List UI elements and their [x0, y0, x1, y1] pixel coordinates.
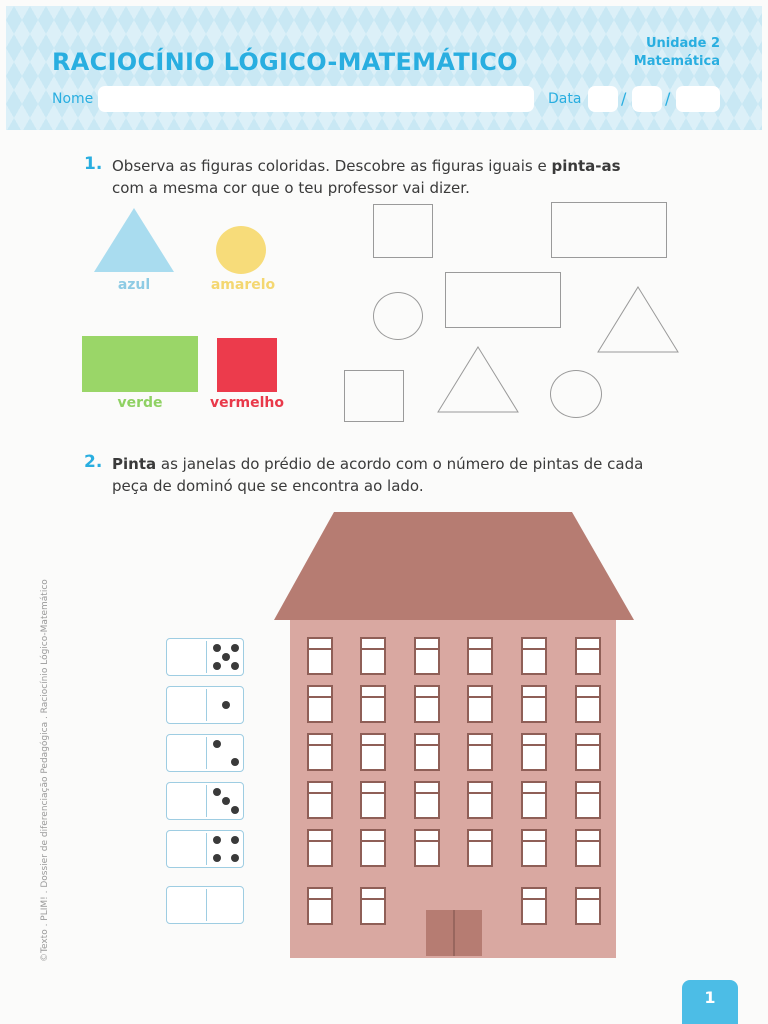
domino-pip [213, 662, 221, 670]
outline-triangle[interactable] [596, 286, 680, 354]
domino-pip [231, 644, 239, 652]
domino-pip [222, 701, 230, 709]
building-window[interactable] [361, 782, 385, 818]
building-window[interactable] [576, 830, 600, 866]
domino-divider [206, 641, 207, 673]
building-window[interactable] [361, 686, 385, 722]
date-month-field[interactable] [632, 86, 662, 112]
domino-piece [166, 638, 244, 676]
building-window[interactable] [522, 830, 546, 866]
domino-piece [166, 782, 244, 820]
domino-pip [231, 836, 239, 844]
building-window[interactable] [415, 830, 439, 866]
domino-divider [206, 785, 207, 817]
building-roof [274, 512, 634, 620]
building-window[interactable] [415, 686, 439, 722]
question-1-text-part: com a mesma cor que o teu professor vai dizer. [112, 179, 470, 197]
building-window[interactable] [361, 888, 385, 924]
name-label: Nome [52, 91, 94, 107]
building-window[interactable] [576, 734, 600, 770]
copyright-credit: ©Texto . PLIM! . Dossier de diferenciação Pedagógica . Raciocínio Lógico-Matemático [40, 579, 50, 962]
outline-triangle[interactable] [436, 346, 520, 414]
unit-label: Unidade 2 [645, 36, 720, 51]
domino-pip [231, 806, 239, 814]
domino-divider [206, 833, 207, 865]
building-window[interactable] [468, 830, 492, 866]
building-window[interactable] [415, 638, 439, 674]
building-window[interactable] [308, 782, 332, 818]
domino-piece [166, 686, 244, 724]
outline-square[interactable] [344, 370, 404, 422]
page-title: RACIOCÍNIO LÓGICO-MATEMÁTICO [52, 48, 518, 76]
label-azul: azul [117, 277, 151, 293]
domino-divider [206, 889, 207, 921]
domino-piece [166, 830, 244, 868]
building [272, 512, 636, 960]
domino-pip [231, 854, 239, 862]
building-window[interactable] [522, 686, 546, 722]
outline-rectangle[interactable] [445, 272, 561, 328]
building-facade [290, 620, 616, 958]
label-amarelo: amarelo [210, 277, 276, 293]
building-window[interactable] [522, 734, 546, 770]
blue-triangle [92, 206, 176, 274]
question-1-number: 1. [84, 154, 103, 174]
building-window[interactable] [308, 734, 332, 770]
page-number: 1 [682, 980, 738, 1024]
building-window[interactable] [415, 734, 439, 770]
date-separator: / [621, 89, 627, 108]
building-window[interactable] [468, 638, 492, 674]
date-day-field[interactable] [588, 86, 618, 112]
domino-piece [166, 886, 244, 924]
domino-divider [206, 737, 207, 769]
building-window[interactable] [522, 888, 546, 924]
domino-pip [213, 740, 221, 748]
building-window[interactable] [576, 686, 600, 722]
question-1-text [112, 155, 672, 199]
building-window[interactable] [361, 638, 385, 674]
green-rectangle [82, 336, 198, 392]
date-label: Data [548, 91, 582, 107]
red-square [217, 338, 277, 392]
outline-circle[interactable] [373, 292, 423, 340]
question-2-text-part: as janelas do prédio de acordo com o número de pintas de cada [156, 455, 644, 473]
building-window[interactable] [308, 830, 332, 866]
date-separator: / [665, 89, 671, 108]
domino-piece [166, 734, 244, 772]
domino-pip [213, 788, 221, 796]
domino-pip [213, 644, 221, 652]
subject-label: Matemática [633, 54, 720, 69]
domino-pip [231, 758, 239, 766]
label-verde: verde [117, 395, 163, 411]
label-vermelho: vermelho [210, 395, 284, 411]
building-window[interactable] [468, 686, 492, 722]
question-2-number: 2. [84, 452, 103, 472]
building-window[interactable] [576, 888, 600, 924]
name-field[interactable] [98, 86, 534, 112]
domino-pip [231, 662, 239, 670]
domino-pip [213, 854, 221, 862]
building-window[interactable] [361, 830, 385, 866]
building-window[interactable] [308, 888, 332, 924]
outline-rectangle[interactable] [551, 202, 667, 258]
building-window[interactable] [468, 782, 492, 818]
domino-divider [206, 689, 207, 721]
domino-pip [213, 836, 221, 844]
outline-circle[interactable] [550, 370, 602, 418]
question-1-text-bold: pinta-as [551, 157, 621, 175]
building-window[interactable] [576, 782, 600, 818]
building-window[interactable] [522, 782, 546, 818]
question-2-text [112, 453, 672, 497]
building-window[interactable] [576, 638, 600, 674]
question-2-text-bold: Pinta [112, 455, 157, 473]
domino-pip [222, 653, 230, 661]
building-window[interactable] [361, 734, 385, 770]
building-window[interactable] [522, 638, 546, 674]
outline-square[interactable] [373, 204, 433, 258]
domino-pip [222, 797, 230, 805]
building-window[interactable] [308, 638, 332, 674]
question-1-text-part: Observa as figuras coloridas. Descobre as figuras iguais e [112, 157, 552, 175]
date-year-field[interactable] [676, 86, 720, 112]
yellow-circle [216, 226, 266, 274]
building-window[interactable] [468, 734, 492, 770]
question-2-text-part: peça de dominó que se encontra ao lado. [112, 477, 424, 495]
building-window[interactable] [415, 782, 439, 818]
building-window[interactable] [308, 686, 332, 722]
